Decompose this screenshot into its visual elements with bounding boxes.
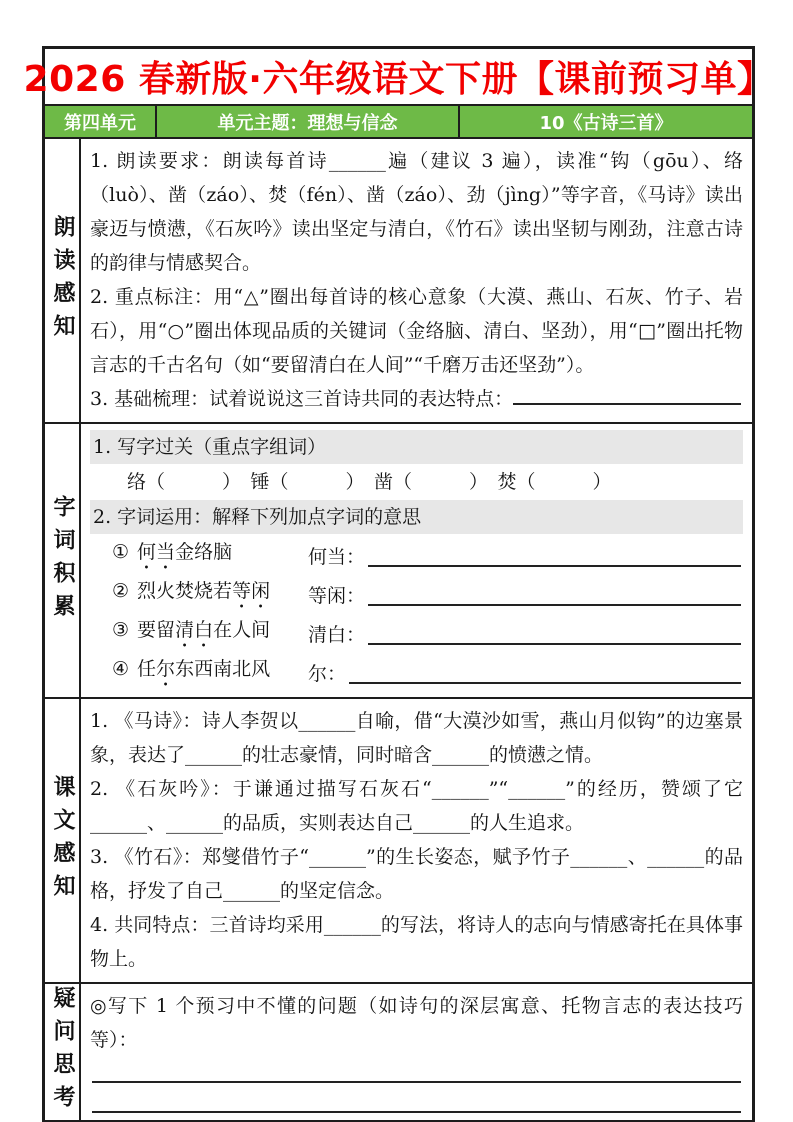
word-item-row bbox=[90, 652, 743, 691]
word-item-row bbox=[90, 535, 743, 574]
section-label-col bbox=[45, 139, 81, 422]
word-item-row bbox=[90, 613, 743, 652]
phrase-pre: 任 bbox=[137, 658, 157, 680]
page-title: 2026 春新版·六年级语文下册【课前预习单】 bbox=[23, 59, 774, 100]
spelling-practice-line: 络（ ） 锤（ ） 凿（ ） 焚（ ） bbox=[127, 471, 612, 493]
word-item-definition-label: 尔： bbox=[308, 663, 347, 685]
text-item-2: 2. 《石灰吟》：于谦通过描写石灰石“______”“______”的经历，赞颂了它______、______的品质，实则表达自己______的人生追求。 bbox=[90, 778, 743, 834]
text-item-4: 4. 共同特点：三首诗均采用______的写法，将诗人的志向与情感寄托在具体事物上。 bbox=[90, 914, 743, 970]
section-reading bbox=[45, 139, 752, 424]
word-item-number: ② bbox=[112, 580, 130, 602]
reading-item-2: 2. 重点标注：用“△”圈出每首诗的核心意象（大漠、燕山、石灰、竹子、岩石），用“○”圈出体现品质的关键词（金络脑、清白、坚劲），用“□”圈出托物言志的千古名句（如“要留清白在人间”“千磨万击还坚劲”）。 bbox=[90, 286, 743, 376]
section-question-content bbox=[81, 984, 752, 1120]
section-question-label: 疑问思考 bbox=[50, 986, 75, 1118]
phrase-post: 东西南北风 bbox=[175, 658, 271, 680]
section-question bbox=[45, 984, 752, 1120]
fill-in-blank-line bbox=[368, 643, 741, 645]
reading-item-1: 1. 朗读要求：朗读每首诗______遍（建议 3 遍），读准“钩（gōu）、络（luò）、凿（záo）、焚（fén）、凿（záo）、劲（jìng）”等字音，《马诗》读出豪迈与愤懑，《石灰吟》读出坚定与清白，《竹石》读出坚韧与刚劲，注意古诗的韵律与情感契合。 bbox=[90, 150, 743, 274]
words-heading-2: 2. 字词运用：解释下列加点字词的意思 bbox=[90, 500, 743, 534]
fill-in-blank-line bbox=[368, 565, 741, 567]
phrase-pre: 要留 bbox=[137, 619, 176, 641]
answer-line bbox=[92, 1083, 741, 1113]
worksheet-table bbox=[23, 46, 774, 1122]
reading-item-3 bbox=[90, 382, 743, 416]
text-item-1: 1. 《马诗》：诗人李贺以______自喻，借“大漠沙如雪，燕山月似钩”的边塞景象，表达了______的壮志豪情，同时暗含______的愤懑之情。 bbox=[90, 710, 743, 766]
word-item-definition-label: 等闲： bbox=[308, 585, 366, 607]
section-text-content bbox=[81, 699, 752, 982]
word-item-number: ④ bbox=[112, 658, 130, 680]
word-item-phrase bbox=[112, 613, 308, 652]
fill-in-blank-line bbox=[368, 604, 741, 606]
phrase-dotted: 尔 bbox=[156, 658, 176, 680]
section-reading-label: 朗读感知 bbox=[50, 214, 75, 347]
phrase-dotted: 何当 bbox=[137, 541, 176, 563]
section-words-content bbox=[81, 424, 752, 697]
section-text-label: 课文感知 bbox=[50, 774, 75, 907]
word-item-definition-label: 清白： bbox=[308, 624, 366, 646]
word-item-phrase bbox=[112, 574, 308, 613]
section-label-col bbox=[45, 424, 81, 697]
answer-line bbox=[92, 1057, 741, 1083]
word-item-phrase bbox=[112, 535, 308, 574]
reading-item-3-text: 3. 基础梳理：试着说说这三首诗共同的表达特点： bbox=[90, 388, 514, 410]
fill-in-blank-line bbox=[349, 682, 741, 684]
unit-cell-theme: 单元主题：理想与信念 bbox=[157, 106, 460, 137]
unit-cell-lesson: 10《古诗三首》 bbox=[539, 112, 673, 134]
word-item-number: ① bbox=[112, 541, 130, 563]
phrase-post: 金络脑 bbox=[175, 541, 233, 563]
section-words bbox=[45, 424, 752, 699]
title-row bbox=[23, 49, 774, 106]
phrase-dotted: 清白 bbox=[175, 619, 214, 641]
section-text bbox=[45, 699, 752, 984]
question-prompt: ◎写下 1 个预习中不懂的问题（如诗句的深层寓意、托物言志的表达技巧等）： bbox=[90, 995, 743, 1051]
unit-header-row bbox=[45, 106, 752, 139]
phrase-pre: 烈火焚烧若 bbox=[137, 580, 233, 602]
word-item-definition-label: 何当： bbox=[308, 546, 366, 568]
text-item-3: 3. 《竹石》：郑燮借竹子“______”的生长姿态，赋予竹子______、______的品格，抒发了自己______的坚定信念。 bbox=[90, 846, 743, 902]
section-label-col bbox=[45, 699, 81, 982]
words-heading-1: 1. 写字过关（重点字组词） bbox=[90, 430, 743, 464]
word-item-row bbox=[90, 574, 743, 613]
section-label-col bbox=[45, 984, 81, 1120]
section-words-label: 字词积累 bbox=[50, 494, 75, 627]
phrase-dotted: 等闲 bbox=[232, 580, 271, 602]
unit-cell-number: 第四单元 bbox=[45, 106, 157, 137]
phrase-post: 在人间 bbox=[213, 619, 271, 641]
word-item-phrase bbox=[112, 652, 308, 691]
word-item-number: ③ bbox=[112, 619, 130, 641]
fill-in-blank-line bbox=[513, 386, 741, 405]
section-reading-content bbox=[81, 139, 752, 422]
